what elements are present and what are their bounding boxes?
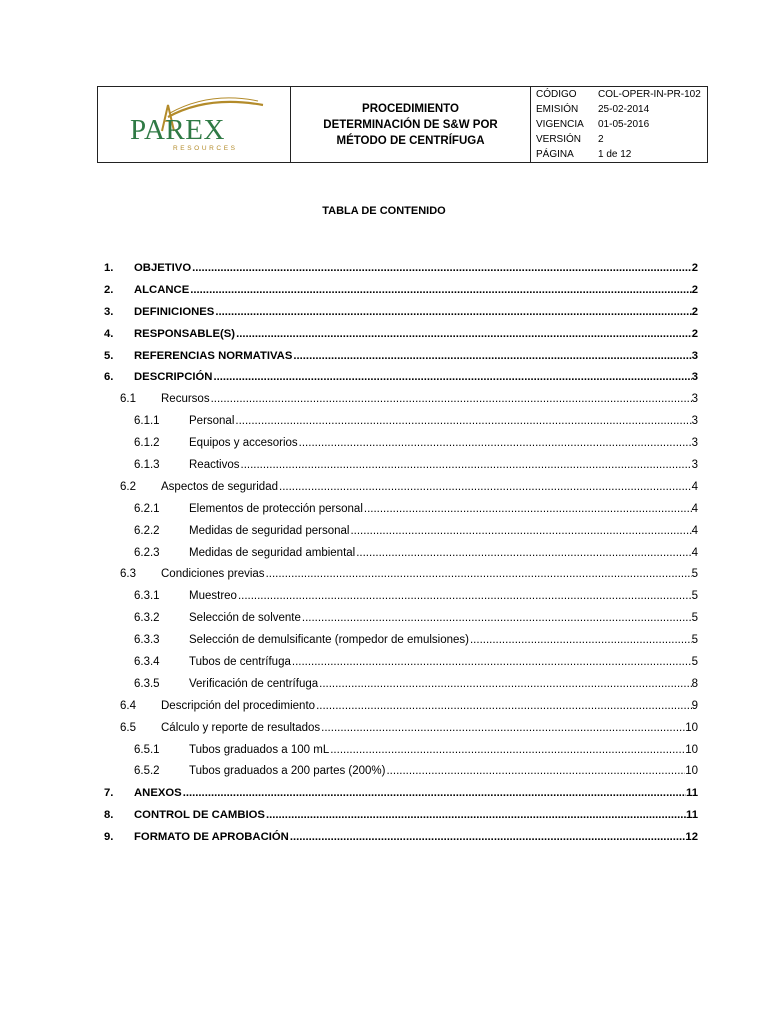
toc-entry[interactable] xyxy=(104,831,698,853)
toc-leader-dots xyxy=(265,809,686,821)
toc-entry-label: Medidas de seguridad ambiental xyxy=(189,546,356,559)
meta-row-codigo xyxy=(531,87,707,102)
toc-entry-label: Verificación de centrífuga xyxy=(189,677,319,690)
toc-entry[interactable] xyxy=(104,809,698,831)
toc-entry[interactable] xyxy=(104,765,698,787)
toc-entry[interactable] xyxy=(104,722,698,744)
toc-entry-number: 3. xyxy=(104,305,114,318)
meta-key: VIGENCIA xyxy=(536,119,584,130)
toc-entry[interactable] xyxy=(104,481,698,503)
toc-leader-dots xyxy=(191,262,692,274)
toc-entry[interactable] xyxy=(104,284,698,306)
toc-leader-dots xyxy=(349,525,691,537)
toc-entry-page: 2 xyxy=(691,283,698,296)
toc-entry-number: 6.2.3 xyxy=(134,546,160,559)
toc-leader-dots xyxy=(235,328,692,340)
toc-entry-label: Recursos xyxy=(161,393,210,406)
toc-leader-dots xyxy=(234,415,691,427)
toc-entry-label: RESPONSABLE(S) xyxy=(134,327,236,340)
toc-entry[interactable] xyxy=(104,525,698,547)
meta-row-pagina xyxy=(531,147,707,162)
toc-entry-page: 5 xyxy=(691,656,698,669)
title-line: MÉTODO DE CENTRÍFUGA xyxy=(336,134,485,147)
toc-entry[interactable] xyxy=(104,612,698,634)
toc-entry-page: 3 xyxy=(691,415,698,428)
toc-entry-label: Medidas de seguridad personal xyxy=(189,524,350,537)
toc-entry-label: Equipos y accesorios xyxy=(189,437,298,450)
toc-entry-number: 6. xyxy=(104,371,114,384)
toc-entry-number: 9. xyxy=(104,831,114,844)
toc-entry[interactable] xyxy=(104,634,698,656)
toc-entry[interactable] xyxy=(104,503,698,525)
title-line: DETERMINACIÓN DE S&W POR xyxy=(323,118,498,131)
toc-entry-number: 6.2.1 xyxy=(134,502,160,515)
meta-value: COL-OPER-IN-PR-102 xyxy=(598,89,701,100)
toc-entry-page: 3 xyxy=(691,371,698,384)
toc-entry-number: 6.4 xyxy=(120,699,136,712)
toc-leader-dots xyxy=(292,350,691,362)
toc-entry-page: 3 xyxy=(691,459,698,472)
toc-entry-number: 6.3.5 xyxy=(134,677,160,690)
toc-entry[interactable] xyxy=(104,437,698,459)
toc-leader-dots xyxy=(291,656,692,668)
toc-leader-dots xyxy=(469,634,692,646)
toc-entry-number: 6.5.2 xyxy=(134,765,160,778)
toc-entry-page: 11 xyxy=(686,787,698,800)
meta-row-emision xyxy=(531,102,707,117)
toc-entry-label: Elementos de protección personal xyxy=(189,502,363,515)
toc-entry-number: 6.3.3 xyxy=(134,634,160,647)
toc-entry-label: Personal xyxy=(189,415,235,428)
toc-entry-page: 4 xyxy=(691,480,698,493)
toc-entry-number: 7. xyxy=(104,787,114,800)
toc-leader-dots xyxy=(315,700,692,712)
toc-entry-label: DEFINICIONES xyxy=(134,305,215,318)
toc-leader-dots xyxy=(363,503,692,515)
meta-key: EMISIÓN xyxy=(536,104,579,115)
toc-entry-number: 4. xyxy=(104,327,114,340)
toc-entry-label: Descripción del procedimiento xyxy=(161,699,316,712)
toc-entry-label: ALCANCE xyxy=(134,283,190,296)
toc-entry[interactable] xyxy=(104,787,698,809)
document-meta xyxy=(531,87,707,162)
meta-value: 1 de 12 xyxy=(598,149,632,160)
toc-entry-page: 8 xyxy=(691,677,698,690)
toc-leader-dots xyxy=(265,568,692,580)
toc-entry[interactable] xyxy=(104,350,698,372)
toc-entry-page: 11 xyxy=(686,809,698,822)
toc-entry[interactable] xyxy=(104,590,698,612)
toc-entry[interactable] xyxy=(104,328,698,350)
toc-leader-dots xyxy=(320,722,685,734)
toc-entry[interactable] xyxy=(104,371,698,393)
toc-entry-label: Selección de demulsificante (rompedor de emulsiones) xyxy=(189,634,469,647)
toc-leader-dots xyxy=(318,678,691,690)
meta-value: 2 xyxy=(598,134,604,145)
toc-leader-dots xyxy=(212,371,691,383)
toc-leader-dots xyxy=(385,765,685,777)
toc-entry-number: 6.1.3 xyxy=(134,459,160,472)
toc-entry-label: Selección de solvente xyxy=(189,612,301,625)
toc-entry[interactable] xyxy=(104,744,698,766)
toc-entry[interactable] xyxy=(104,415,698,437)
meta-row-version xyxy=(531,132,707,147)
meta-key: VERSIÓN xyxy=(536,134,582,145)
toc-entry-label: Cálculo y reporte de resultados xyxy=(161,721,321,734)
document-header xyxy=(97,86,708,163)
toc-entry-page: 5 xyxy=(691,590,698,603)
toc-entry-page: 2 xyxy=(691,262,698,274)
toc-entry-page: 3 xyxy=(691,393,698,406)
toc-entry-page: 4 xyxy=(691,524,698,537)
meta-key: PÁGINA xyxy=(536,149,574,160)
toc-entry-number: 5. xyxy=(104,349,114,362)
toc-entry-page: 10 xyxy=(685,721,698,734)
toc-entry-label: OBJETIVO xyxy=(134,262,192,274)
meta-row-vigencia xyxy=(531,117,707,132)
toc-entry-page: 5 xyxy=(691,568,698,581)
toc-entry[interactable] xyxy=(104,459,698,481)
toc-entry-label: REFERENCIAS NORMATIVAS xyxy=(134,349,293,362)
toc-entry-number: 6.3.2 xyxy=(134,612,160,625)
document-title xyxy=(291,87,531,162)
toc-entry-label: Tubos de centrífuga xyxy=(189,656,291,669)
title-line: PROCEDIMIENTO xyxy=(362,102,459,115)
toc-leader-dots xyxy=(189,284,691,296)
toc-title: TABLA DE CONTENIDO xyxy=(322,205,446,217)
toc-entry-page: 10 xyxy=(685,743,698,756)
toc-entry-number: 6.2.2 xyxy=(134,524,160,537)
toc-leader-dots xyxy=(289,831,686,843)
toc-entry-page: 12 xyxy=(685,831,698,844)
toc-leader-dots xyxy=(355,547,691,559)
toc-entry[interactable] xyxy=(104,306,698,328)
toc-entry-page: 5 xyxy=(691,612,698,625)
meta-value: 01-05-2016 xyxy=(598,119,650,130)
toc-entry-label: CONTROL DE CAMBIOS xyxy=(134,809,265,822)
logo-subtext: RESOURCES xyxy=(173,145,238,152)
toc-entry-number: 6.1 xyxy=(120,393,136,406)
toc-leader-dots xyxy=(237,590,692,602)
toc-entry-number: 6.2 xyxy=(120,480,136,493)
toc-entry-label: Condiciones previas xyxy=(161,568,265,581)
logo-cell xyxy=(98,87,291,162)
toc-entry-label: FORMATO DE APROBACIÓN xyxy=(134,831,289,844)
toc-entry-label: Aspectos de seguridad xyxy=(161,480,278,493)
toc-leader-dots xyxy=(278,481,692,493)
toc-entry-label: Muestreo xyxy=(189,590,237,603)
toc-entry-number: 6.1.1 xyxy=(134,415,160,428)
toc-leader-dots xyxy=(214,306,691,318)
toc-entry-number: 6.5.1 xyxy=(134,743,160,756)
meta-value: 25-02-2014 xyxy=(598,104,650,115)
toc-entry-page: 10 xyxy=(685,765,698,778)
toc-entry-number: 6.3.4 xyxy=(134,656,160,669)
toc-entry-page: 2 xyxy=(691,305,698,318)
table-of-contents xyxy=(104,262,698,853)
toc-entry-number: 6.1.2 xyxy=(134,437,160,450)
toc-entry-label: Tubos graduados a 100 mL xyxy=(189,743,330,756)
toc-entry-number: 6.3.1 xyxy=(134,590,160,603)
toc-leader-dots xyxy=(210,393,692,405)
toc-entry-label: ANEXOS xyxy=(134,787,182,800)
toc-entry-page: 4 xyxy=(691,502,698,515)
toc-entry-number: 2. xyxy=(104,283,114,296)
toc-entry[interactable] xyxy=(104,393,698,415)
toc-entry-label: Tubos graduados a 200 partes (200%) xyxy=(189,765,386,778)
logo-wordmark: PAREX xyxy=(130,114,225,146)
toc-leader-dots xyxy=(240,459,692,471)
toc-entry-page: 5 xyxy=(691,634,698,647)
toc-entry-number: 1. xyxy=(104,262,114,274)
toc-entry-label: Reactivos xyxy=(189,459,240,472)
toc-entry-page: 2 xyxy=(691,327,698,340)
toc-entry[interactable] xyxy=(104,568,698,590)
toc-leader-dots xyxy=(329,744,685,756)
toc-entry-page: 4 xyxy=(691,546,698,559)
toc-leader-dots xyxy=(182,787,686,799)
toc-entry-page: 3 xyxy=(691,437,698,450)
meta-key: CÓDIGO xyxy=(536,89,577,100)
toc-entry[interactable] xyxy=(104,656,698,678)
toc-entry-number: 8. xyxy=(104,809,114,822)
toc-leader-dots xyxy=(298,437,692,449)
toc-entry-number: 6.5 xyxy=(120,721,136,734)
toc-entry-page: 9 xyxy=(691,699,698,712)
toc-entry[interactable] xyxy=(104,262,698,284)
toc-entry[interactable] xyxy=(104,547,698,569)
toc-leader-dots xyxy=(301,612,692,624)
toc-entry[interactable] xyxy=(104,700,698,722)
toc-entry[interactable] xyxy=(104,678,698,700)
toc-entry-page: 3 xyxy=(691,349,698,362)
toc-entry-label: DESCRIPCIÓN xyxy=(134,371,213,384)
toc-entry-number: 6.3 xyxy=(120,568,136,581)
